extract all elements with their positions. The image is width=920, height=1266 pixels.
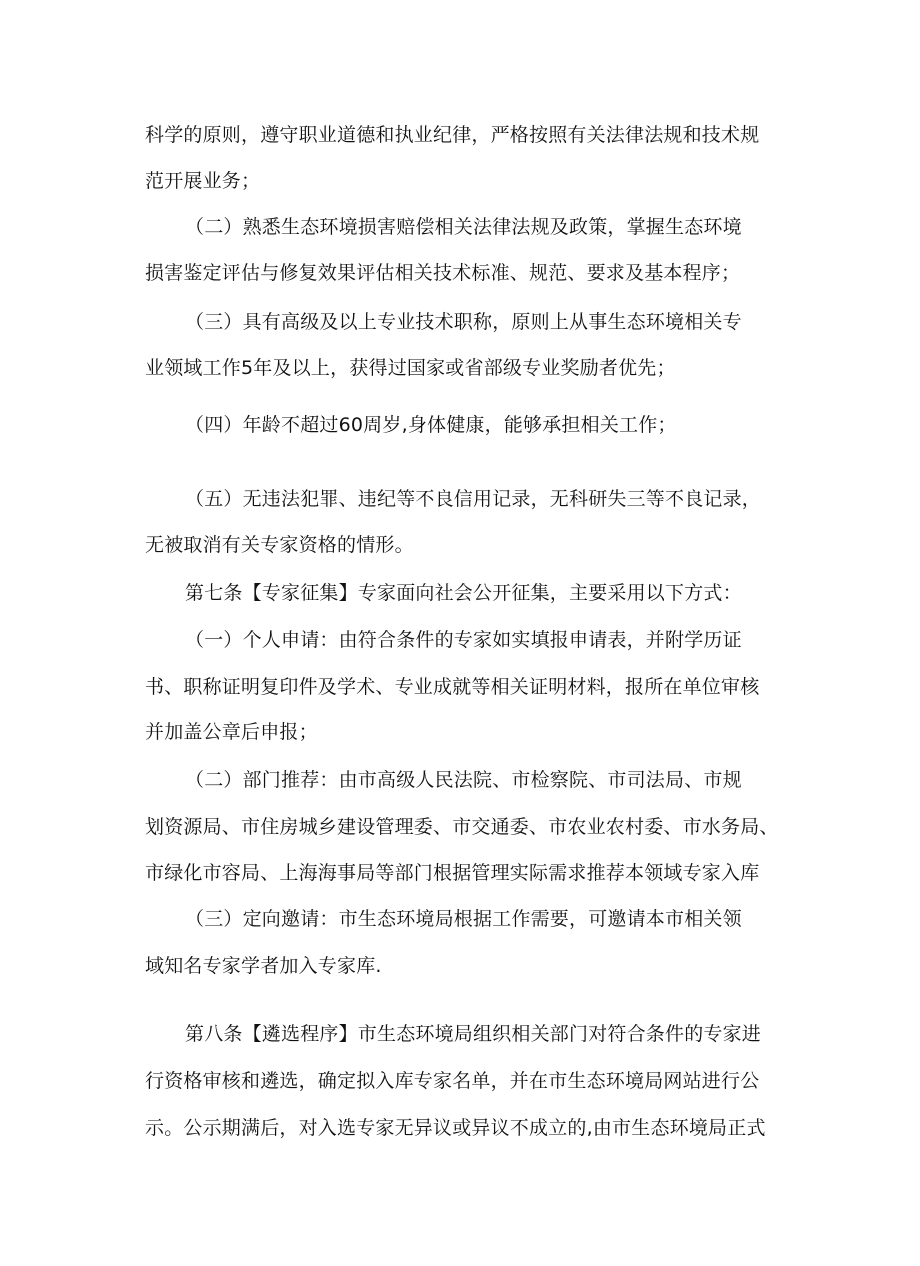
text-line: 科学的原则，遵守职业道德和执业纪律，严格按照有关法律法规和技术规 xyxy=(145,124,760,146)
text-line: 市绿化市容局、上海海事局等部门根据管理实际需求推荐本领域专家入库 xyxy=(145,862,760,884)
text-line: 第七条【专家征集】专家面向社会公开征集，主要采用以下方式： xyxy=(185,582,742,604)
text-line: 域知名专家学者加入专家库. xyxy=(145,955,382,977)
text-line: （二）部门推荐：由市高级人民法院、市检察院、市司法局、市规 xyxy=(185,769,742,791)
text-line: （五）无违法犯罪、违纪等不良信用记录，无科研失三等不良记录， xyxy=(185,488,762,510)
text-line: 示。公示期满后，对入选专家无异议或异议不成立的,由市生态环境局正式 xyxy=(145,1117,766,1139)
text-line: 无被取消有关专家资格的情形。 xyxy=(145,534,414,556)
text-line: 业领域工作5年及以上，获得过国家或省部级专业奖励者优先； xyxy=(145,357,676,379)
text-line: 行资格审核和遴选，确定拟入库专家名单，并在市生态环境局网站进行公 xyxy=(145,1070,760,1092)
text-line: （四）年龄不超过60周岁,身体健康，能够承担相关工作； xyxy=(185,414,677,436)
text-line: 划资源局、市住房城乡建设管理委、市交通委、市农业农村委、市水务局、 xyxy=(145,816,779,838)
text-line: （三）具有高级及以上专业技术职称，原则上从事生态环境相关专 xyxy=(185,311,742,333)
text-line: 并加盖公章后申报； xyxy=(145,721,318,743)
text-line: （二）熟悉生态环境损害赔偿相关法律法规及政策，掌握生态环境 xyxy=(185,216,742,238)
text-line: 损害鉴定评估与修复效果评估相关技术标准、规范、要求及基本程序； xyxy=(145,262,741,284)
text-line: 书、职称证明复印件及学术、专业成就等相关证明材料，报所在单位审核 xyxy=(145,676,760,698)
text-line: （三）定向邀请：市生态环境局根据工作需要，可邀请本市相关领 xyxy=(185,908,742,930)
text-line: （一）个人申请：由符合条件的专家如实填报申请表，并附学历证 xyxy=(185,629,742,651)
text-line: 第八条【遴选程序】市生态环境局组织相关部门对符合条件的专家进 xyxy=(185,1023,762,1045)
text-line: 范开展业务； xyxy=(145,170,261,192)
